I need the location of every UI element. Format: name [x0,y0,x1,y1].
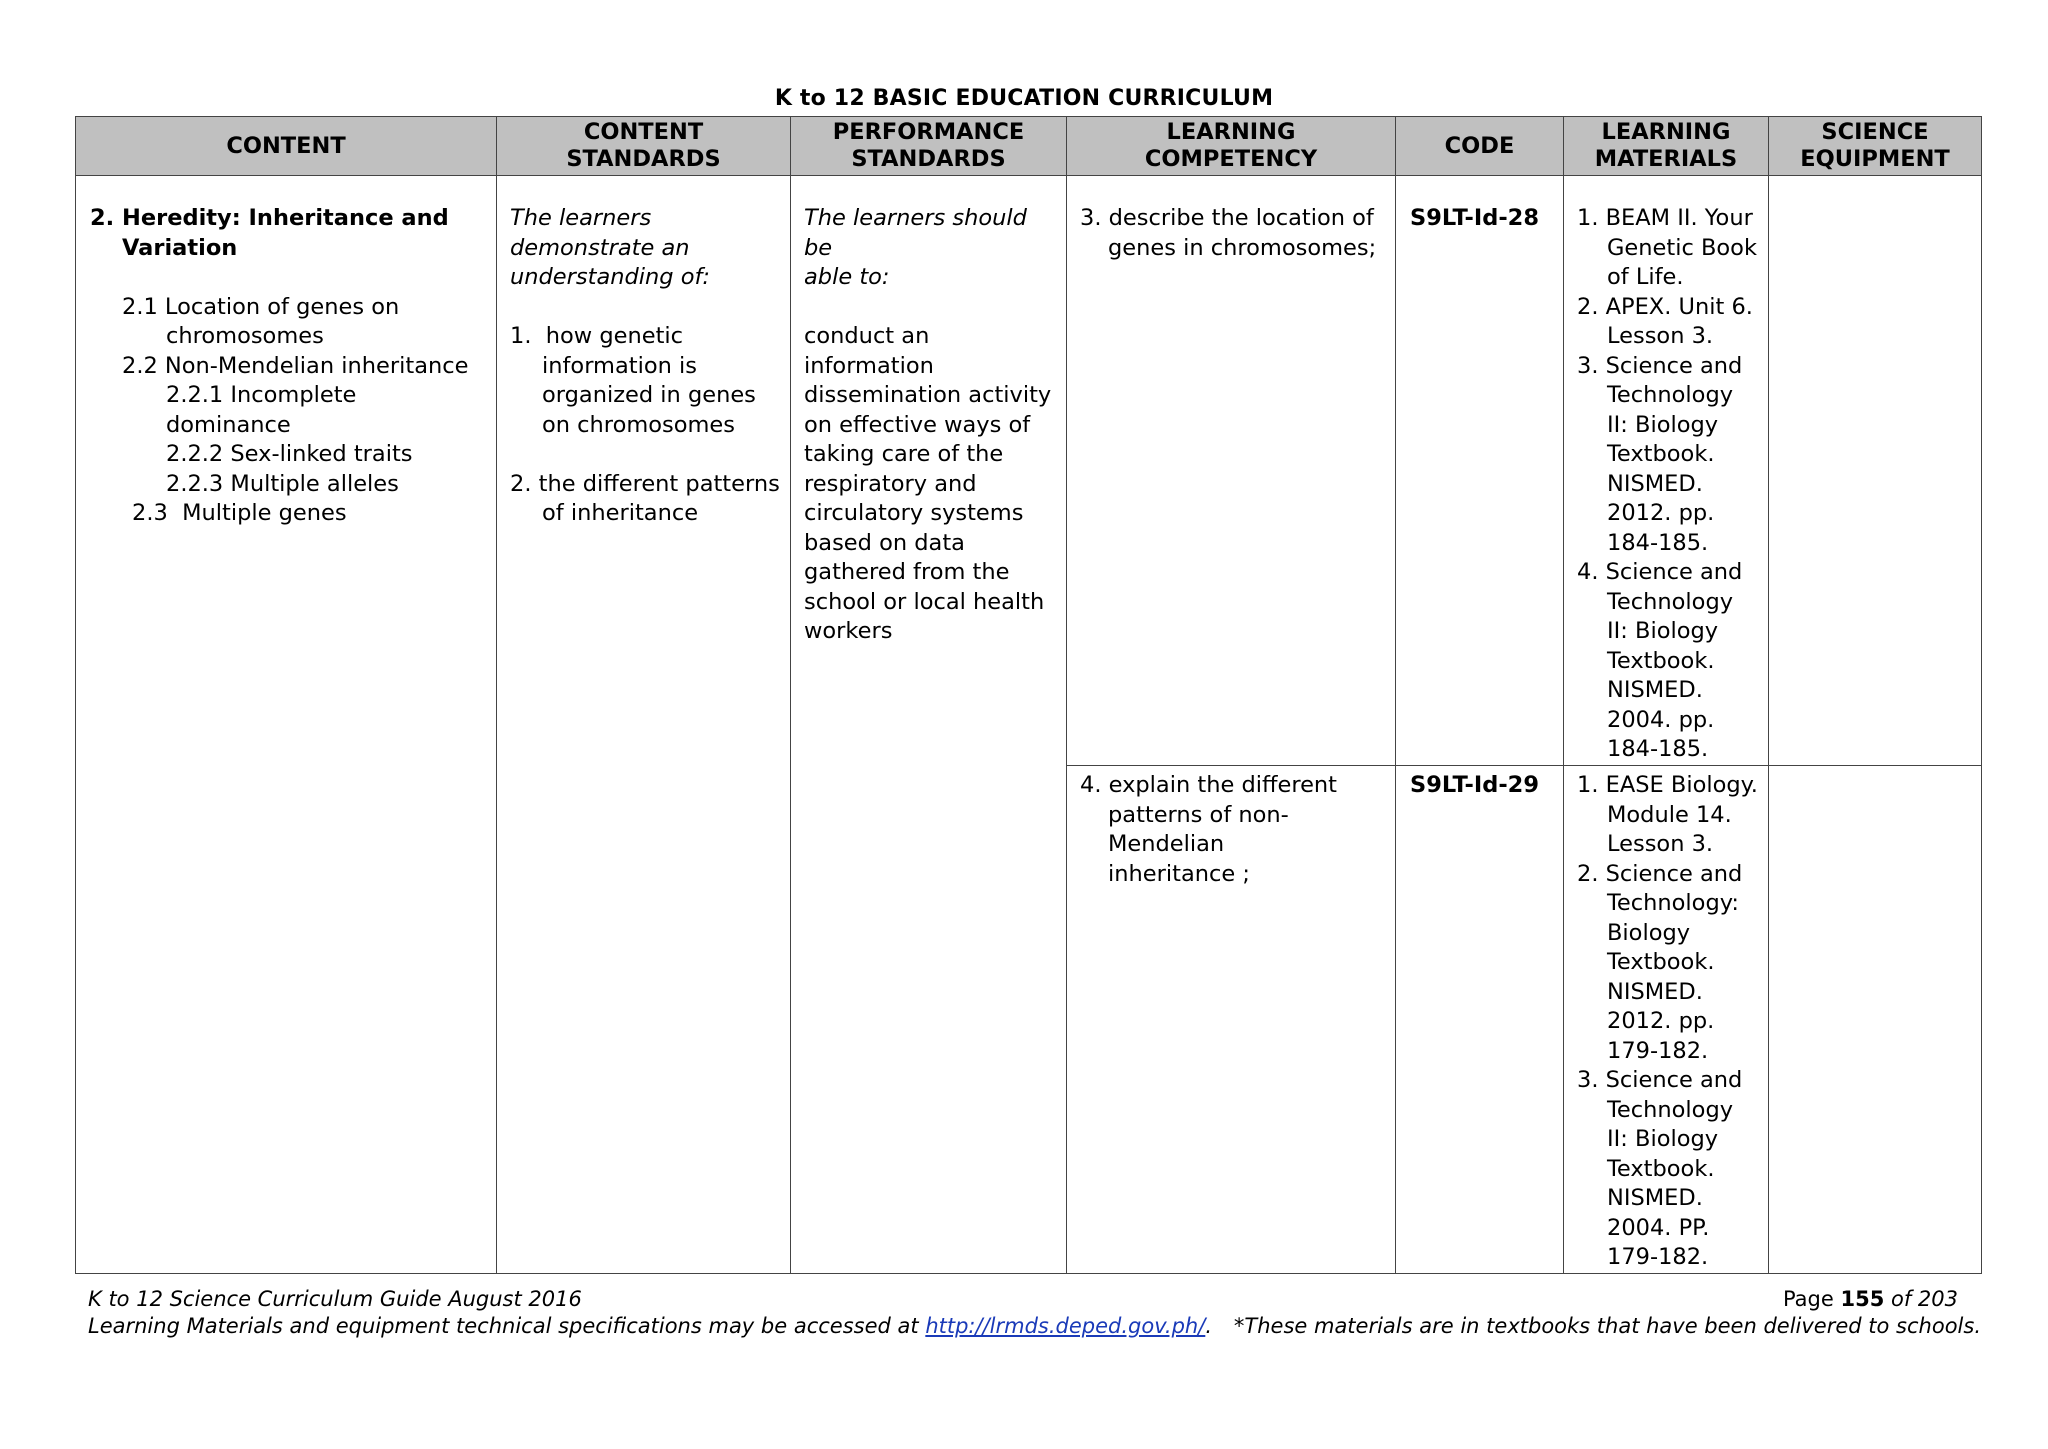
curriculum-table [75,116,1982,1274]
performance-standard-line: respiratory and [804,470,977,497]
performance-standards-intro: able to: [804,264,890,290]
content-item: 2.2.1 Incomplete dominance [166,382,357,438]
header-row [76,117,1982,176]
table-row [76,176,1982,766]
equipment-cell [1769,176,1982,766]
material-item: 4. Science and Technology II: Biology Textbook. NISMED. 2004. pp. 184-185. [1577,559,1743,762]
code-cell [1396,766,1564,1274]
content-item: 2.3 Multiple genes [132,500,347,526]
content-cell [76,176,497,1274]
content-heading-cont: Variation [122,234,238,261]
competency-code: S9LT-Id-28 [1410,205,1539,231]
footer-access [88,1313,1212,1340]
content-standards-intro: The learners [510,205,652,231]
page-label: Page [1782,1287,1841,1311]
header-performance-standards: PERFORMANCE STANDARDS [791,117,1067,176]
performance-standard-line: workers [804,618,893,644]
page-number [1783,1286,1958,1313]
footer-access-end: . [1205,1314,1212,1338]
performance-standard-line: gathered from the [804,559,1010,585]
materials-cell [1564,176,1769,766]
document-title: K to 12 BASIC EDUCATION CURRICULUM [774,86,1274,111]
materials-list [1577,771,1760,1273]
competency-text: 4. explain the different [1080,772,1338,798]
content-item: 2.2.2 Sex-linked traits [166,441,413,467]
page-total: of 203 [1884,1287,1958,1311]
material-item: 1. EASE Biology. Module 14. Lesson 3. [1577,772,1758,857]
performance-standard-line: taking care of the [804,441,1004,467]
content-standard-item: on chromosomes [542,411,735,438]
content-heading: 2. Heredity: Inheritance and [90,205,449,231]
code-cell [1396,176,1564,766]
content-item: chromosomes [166,323,324,349]
header-science-equipment: SCIENCE EQUIPMENT [1769,117,1982,176]
materials-cell [1564,766,1769,1274]
footer-access-text: Learning Materials and equipment technical specifications may be accessed at [88,1314,926,1338]
performance-standard-line: based on data [804,529,965,556]
header-content: CONTENT [76,117,497,176]
material-item: 1. BEAM II. Your Genetic Book of Life. [1577,205,1757,290]
material-item: 3. Science and Technology II: Biology Textbook. NISMED. 2012. pp. 184-185. [1577,352,1743,556]
footer-left [88,1286,1212,1340]
header-content-standards: CONTENT STANDARDS [497,117,791,176]
competency-text: patterns of non-Mendelian [1108,801,1289,857]
header-code: CODE [1396,117,1564,176]
material-item: 2. Science and Technology: Biology Textbook. NISMED. 2012. pp. 179-182. [1577,860,1743,1064]
content-standard-item: 2. the different patterns [510,470,780,497]
competency-text: 3. describe the location of [1080,205,1374,231]
performance-standard-line: on effective ways of [804,411,1031,438]
material-item: 2. APEX. Unit 6. Lesson 3. [1577,293,1753,349]
content-item: 2.2.3 Multiple alleles [166,470,399,497]
competency-cell [1067,766,1396,1274]
content-item: 2.1 Location of genes on [122,293,400,320]
materials-list [1577,204,1760,765]
competency-text: inheritance ; [1108,860,1250,887]
performance-standard-line: dissemination activity [804,382,1052,408]
content-standard-item: organized in genes [542,382,756,408]
performance-standard-line: school or local health [804,588,1045,615]
header-learning-competency: LEARNING COMPETENCY [1067,117,1396,176]
competency-code: S9LT-Id-29 [1410,772,1539,798]
performance-standards-cell [791,176,1067,1274]
content-standards-cell [497,176,791,1274]
footer-guide: K to 12 Science Curriculum Guide August 2016 [88,1287,582,1311]
header-learning-materials: LEARNING MATERIALS [1564,117,1769,176]
content-standards-intro: demonstrate an [510,234,690,261]
lrmds-link[interactable]: http://lrmds.deped.gov.ph/ [925,1314,1206,1338]
content-standards-intro: understanding of: [510,264,710,290]
equipment-cell [1769,766,1982,1274]
footer-note: *These materials are in textbooks that have been delivered to schools. [1233,1314,1981,1338]
material-item: 3. Science and Technology II: Biology Textbook. NISMED. 2004. PP. 179-182. [1577,1067,1743,1270]
content-item: 2.2 Non-Mendelian inheritance [122,352,469,379]
performance-standard-line: conduct an information [804,323,934,379]
page-current: 155 [1840,1287,1885,1311]
content-standard-item: information is [542,352,697,379]
competency-text: genes in chromosomes; [1108,234,1377,261]
performance-standards-intro: The learners should be [804,205,1027,261]
content-standard-item: 1. how genetic [510,323,684,349]
content-standard-item: of inheritance [542,500,699,526]
competency-cell [1067,176,1396,766]
performance-standard-line: circulatory systems [804,500,1024,526]
